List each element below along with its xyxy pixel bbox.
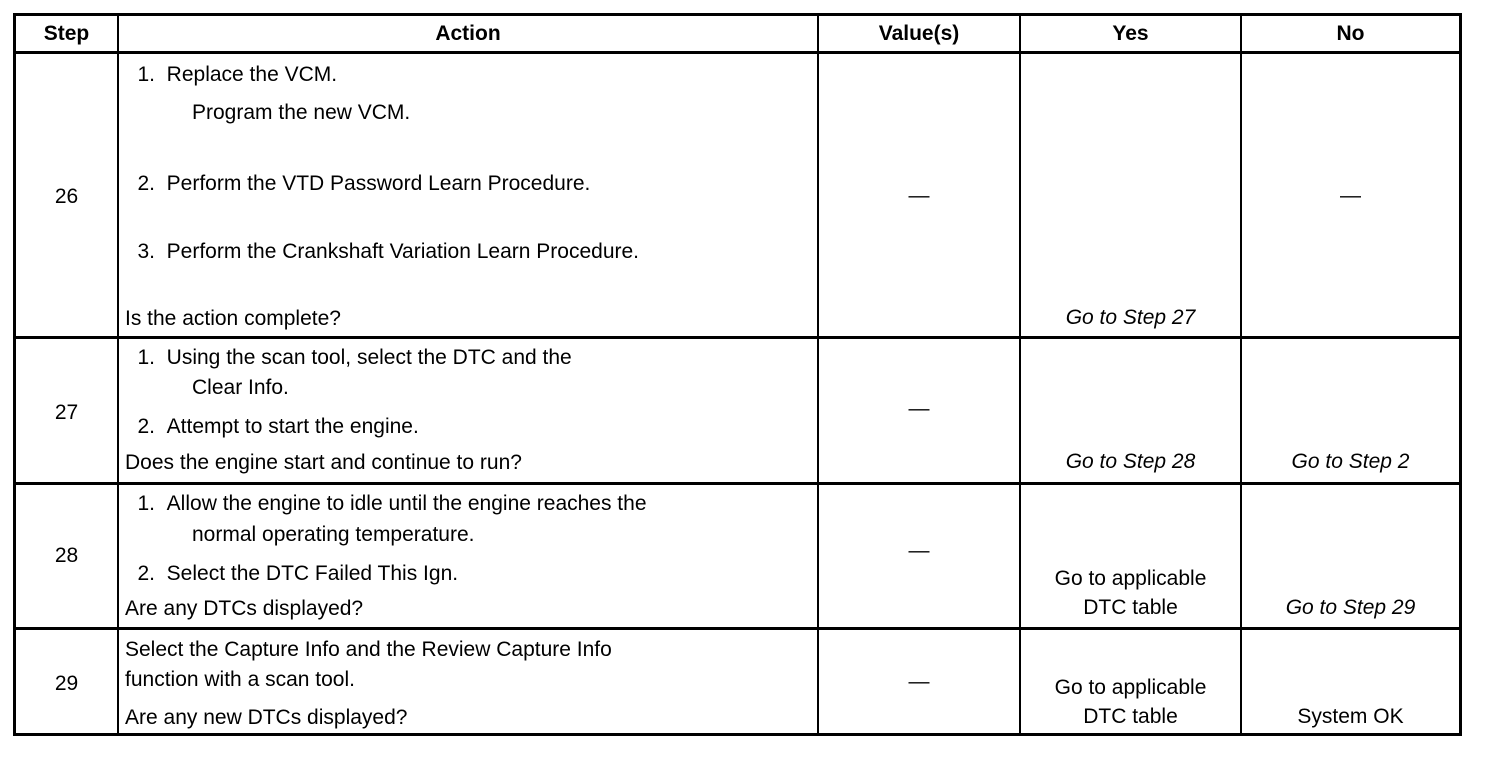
step-item-number: 1. — [137, 346, 155, 369]
step-number: 28 — [54, 544, 79, 567]
action-text: Attempt to start the engine. — [166, 415, 419, 438]
action-question: Does the engine start and continue to run? — [125, 451, 522, 474]
action-cell — [119, 339, 819, 482]
action-question: Is the action complete? — [125, 307, 341, 330]
step-item-number: 1. — [137, 63, 155, 86]
no-dash: — — [1340, 184, 1361, 207]
value-cell — [819, 339, 1021, 482]
no-result: System OK — [1297, 705, 1404, 728]
action-text: Clear Info. — [192, 376, 289, 399]
action-text: Using the scan tool, select the DTC and the — [166, 346, 572, 369]
step-cell — [16, 630, 119, 733]
no-result: Go to Step 2 — [1291, 450, 1410, 473]
action-text: function with a scan tool. — [125, 668, 355, 691]
header-yes: Yes — [1021, 16, 1242, 51]
yes-cell — [1021, 630, 1242, 733]
action-cell — [119, 485, 819, 627]
value-cell — [819, 485, 1021, 627]
diagnostic-table — [13, 13, 1462, 736]
value-cell — [819, 54, 1021, 336]
yes-result-line1: Go to applicable — [1054, 676, 1207, 699]
header-step: Step — [16, 16, 119, 51]
action-text: Program the new VCM. — [192, 101, 411, 124]
table-row — [16, 54, 1459, 339]
no-cell — [1242, 485, 1459, 627]
step-cell — [16, 485, 119, 627]
action-text: Allow the engine to idle until the engine reaches the — [166, 492, 647, 515]
action-question: Are any DTCs displayed? — [125, 597, 364, 620]
yes-cell — [1021, 485, 1242, 627]
table-header-row — [16, 16, 1459, 54]
step-number: 29 — [54, 672, 79, 695]
value-dash: — — [908, 670, 930, 693]
no-result: Go to Step 29 — [1285, 596, 1416, 619]
step-item-number: 3. — [137, 240, 155, 263]
value-dash: — — [908, 397, 930, 420]
action-text: Select the Capture Info and the Review Capture Info — [125, 638, 612, 661]
action-text: Select the DTC Failed This Ign. — [166, 562, 459, 585]
action-text: normal operating temperature. — [192, 523, 475, 546]
table-row — [16, 339, 1459, 485]
header-action: Action — [119, 16, 819, 51]
action-cell — [119, 630, 819, 733]
header-values: Value(s) — [819, 16, 1021, 51]
step-item-number: 2. — [137, 562, 155, 585]
yes-result-line2: DTC table — [1083, 596, 1178, 619]
yes-cell — [1021, 54, 1242, 336]
yes-result-line2: DTC table — [1083, 705, 1178, 728]
step-cell — [16, 54, 119, 336]
step-item-number: 2. — [137, 415, 155, 438]
yes-result: Go to Step 27 — [1065, 306, 1196, 329]
value-dash: — — [908, 539, 930, 562]
action-text: Perform the Crankshaft Variation Learn Procedure. — [166, 240, 640, 263]
yes-result-line1: Go to applicable — [1054, 567, 1207, 590]
value-cell — [819, 630, 1021, 733]
action-text: Perform the VTD Password Learn Procedure. — [166, 172, 591, 195]
yes-result: Go to Step 28 — [1065, 450, 1196, 473]
action-text: Replace the VCM. — [166, 63, 338, 86]
step-number: 27 — [54, 401, 79, 424]
value-dash: — — [908, 184, 930, 207]
no-cell — [1242, 54, 1459, 336]
step-cell — [16, 339, 119, 482]
table-row — [16, 630, 1459, 733]
action-cell — [119, 54, 819, 336]
step-number: 26 — [54, 185, 79, 208]
step-item-number: 2. — [137, 172, 155, 195]
no-cell — [1242, 630, 1459, 733]
yes-cell — [1021, 339, 1242, 482]
no-cell — [1242, 339, 1459, 482]
header-no: No — [1336, 22, 1365, 45]
step-item-number: 1. — [137, 492, 155, 515]
action-question: Are any new DTCs displayed? — [125, 706, 408, 729]
table-row — [16, 485, 1459, 630]
